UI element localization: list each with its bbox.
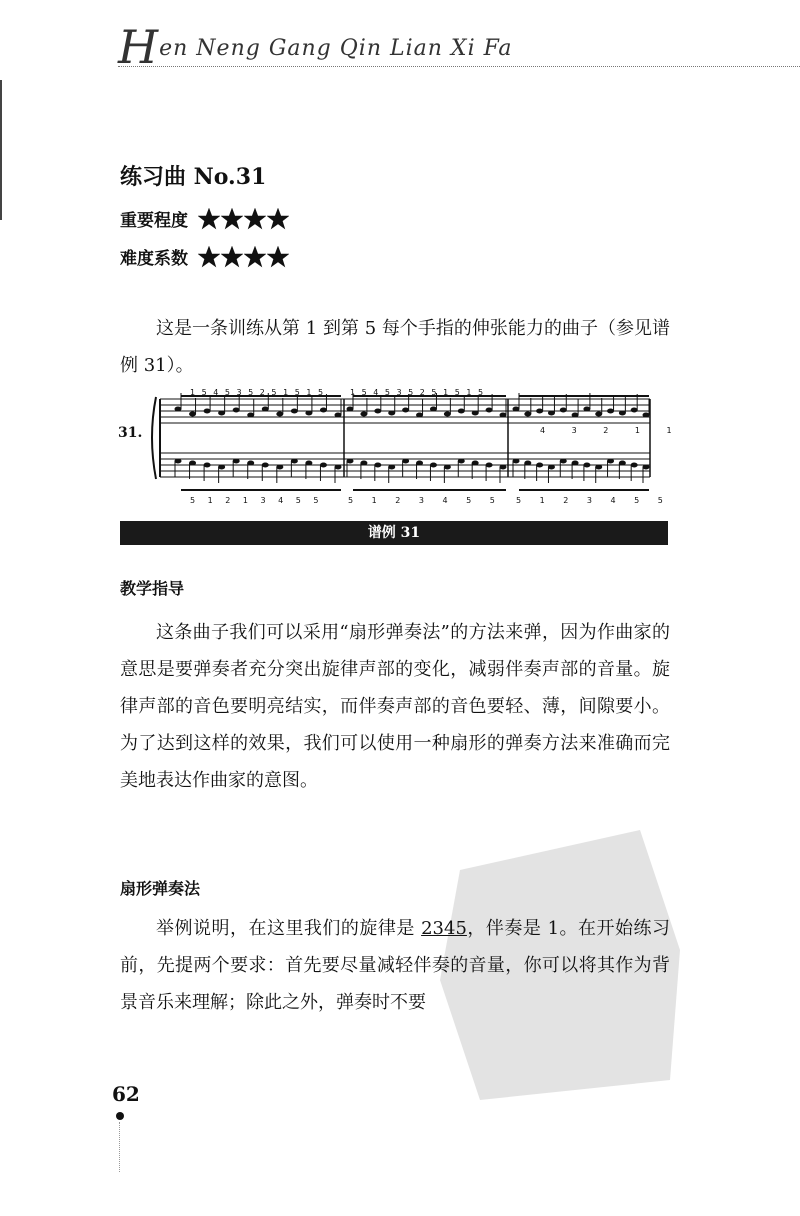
note-head: [247, 413, 254, 418]
note-head: [536, 463, 543, 468]
importance-stars: [198, 208, 289, 230]
note-head: [374, 463, 381, 468]
lh-fingering-3: 5 1 2 3 4 5 5: [516, 496, 671, 505]
note-head: [560, 408, 567, 413]
note-head: [548, 465, 555, 470]
star-icon: [267, 208, 289, 230]
note-head: [416, 461, 423, 466]
note-head: [513, 407, 520, 412]
note-head: [388, 465, 395, 470]
note-head: [524, 412, 531, 417]
note-head: [388, 411, 395, 416]
note-head: [430, 407, 437, 412]
star-icon: [244, 208, 266, 230]
note-head: [631, 408, 638, 413]
note-head: [583, 407, 590, 412]
note-head: [218, 411, 225, 416]
fan-heading: 扇形弹奏法: [120, 879, 201, 898]
note-head: [631, 463, 638, 468]
note-head: [233, 459, 240, 464]
importance-label: 重要程度: [120, 211, 188, 231]
note-head: [472, 411, 479, 416]
fan-paragraph: [120, 910, 670, 1021]
note-head: [536, 409, 543, 414]
fan-text-a: 举例说明，在这里我们的旋律是: [156, 918, 422, 939]
lh-fingering-1: 5 1 2 1 3 4 5 5: [190, 496, 324, 505]
note-head: [374, 409, 381, 414]
note-head: [262, 407, 269, 412]
beam: [181, 489, 341, 491]
page-title: 练习曲 No.31: [120, 164, 267, 190]
note-head: [643, 413, 650, 418]
note-head: [548, 411, 555, 416]
rh-fingering-2: 1 5 4 5 3 5 2 5 1 5 1 5: [350, 388, 486, 397]
note-head: [595, 412, 602, 417]
difficulty-label: 难度系数: [120, 249, 188, 269]
note-head: [247, 461, 254, 466]
note-head: [560, 459, 567, 464]
note-head: [360, 461, 367, 466]
note-head: [175, 407, 182, 412]
note-head: [262, 463, 269, 468]
note-head: [486, 463, 493, 468]
star-icon: [221, 208, 243, 230]
running-head-initial: H: [118, 20, 160, 74]
beam: [519, 395, 649, 397]
note-head: [276, 465, 283, 470]
beam: [353, 489, 506, 491]
note-head: [458, 459, 465, 464]
note-head: [335, 413, 342, 418]
note-head: [643, 465, 650, 470]
difficulty-stars: [198, 246, 289, 268]
note-head: [335, 465, 342, 470]
note-head: [175, 459, 182, 464]
note-head: [305, 461, 312, 466]
running-head-text: en Neng Gang Qin Lian Xi Fa: [159, 36, 513, 61]
note-head: [619, 411, 626, 416]
note-head: [291, 409, 298, 414]
note-head: [320, 408, 327, 413]
note-head: [619, 461, 626, 466]
page-number: 62: [112, 1082, 140, 1106]
note-head: [204, 463, 211, 468]
guide-heading: 教学指导: [120, 579, 185, 598]
note-head: [233, 408, 240, 413]
note-head: [513, 459, 520, 464]
star-icon: [267, 246, 289, 268]
guide-paragraph: 这条曲子我们可以采用“扇形弹奏法”的方法来弹，因为作曲家的意思是要弹奏者充分突出旋律声部的变化，减弱伴奏声部的音量。旋律声部的音色要明亮结实，而伴奏声部的音色要轻、薄，间隙要小。为了达到这样的效果，我们可以使用一种扇形的弹奏方法来准确而完美地表达作曲家的意图。: [120, 622, 670, 791]
note-head: [347, 459, 354, 464]
beam: [519, 489, 649, 491]
binding-edge-rule: [0, 80, 2, 220]
note-head: [595, 465, 602, 470]
note-head: [607, 459, 614, 464]
star-icon: [221, 246, 243, 268]
rh-fingering-1: 1 5 4 5 3 5 2 5 1 5 1 5: [190, 388, 326, 397]
note-head: [189, 461, 196, 466]
note-head: [444, 465, 451, 470]
header-rule: [118, 66, 800, 67]
note-head: [500, 465, 507, 470]
note-head: [572, 461, 579, 466]
note-head: [204, 409, 211, 414]
note-head: [500, 413, 507, 418]
note-head: [607, 409, 614, 414]
importance-rating: [120, 206, 289, 231]
note-head: [572, 413, 579, 418]
note-head: [430, 463, 437, 468]
note-head: [291, 459, 298, 464]
note-head: [416, 413, 423, 418]
note-head: [486, 408, 493, 413]
score-number: 31.: [118, 425, 143, 441]
note-head: [347, 407, 354, 412]
note-head: [458, 409, 465, 414]
rh-fingering-3: 4 3 2 1 1: [540, 426, 684, 435]
fan-melody: 2345: [421, 918, 467, 939]
note-head: [320, 463, 327, 468]
note-head: [583, 463, 590, 468]
note-head: [402, 459, 409, 464]
page-number-rule: [119, 1122, 120, 1172]
note-head: [305, 411, 312, 416]
note-head: [524, 461, 531, 466]
note-head: [189, 412, 196, 417]
page-number-dot: [116, 1112, 124, 1120]
note-head: [276, 412, 283, 417]
note-head: [444, 412, 451, 417]
note-head: [472, 461, 479, 466]
note-head: [402, 408, 409, 413]
star-icon: [198, 246, 220, 268]
intro-paragraph: 这是一条训练从第 1 到第 5 每个手指的伸张能力的曲子（参见谱例 31）。: [120, 318, 670, 376]
star-icon: [198, 208, 220, 230]
score-caption: 谱例 31: [120, 521, 668, 545]
star-icon: [244, 246, 266, 268]
fan-text-b: ，伴奏是 1。在开始练习前，先提两个要求：首先要尽量减轻伴奏的音量，你可以将其作为背景音乐来理解；除此之外，弹奏时不要: [120, 918, 670, 1013]
note-head: [360, 412, 367, 417]
note-head: [218, 465, 225, 470]
difficulty-rating: [120, 244, 289, 269]
lh-fingering-2: 5 1 2 3 4 5 5: [348, 496, 503, 505]
